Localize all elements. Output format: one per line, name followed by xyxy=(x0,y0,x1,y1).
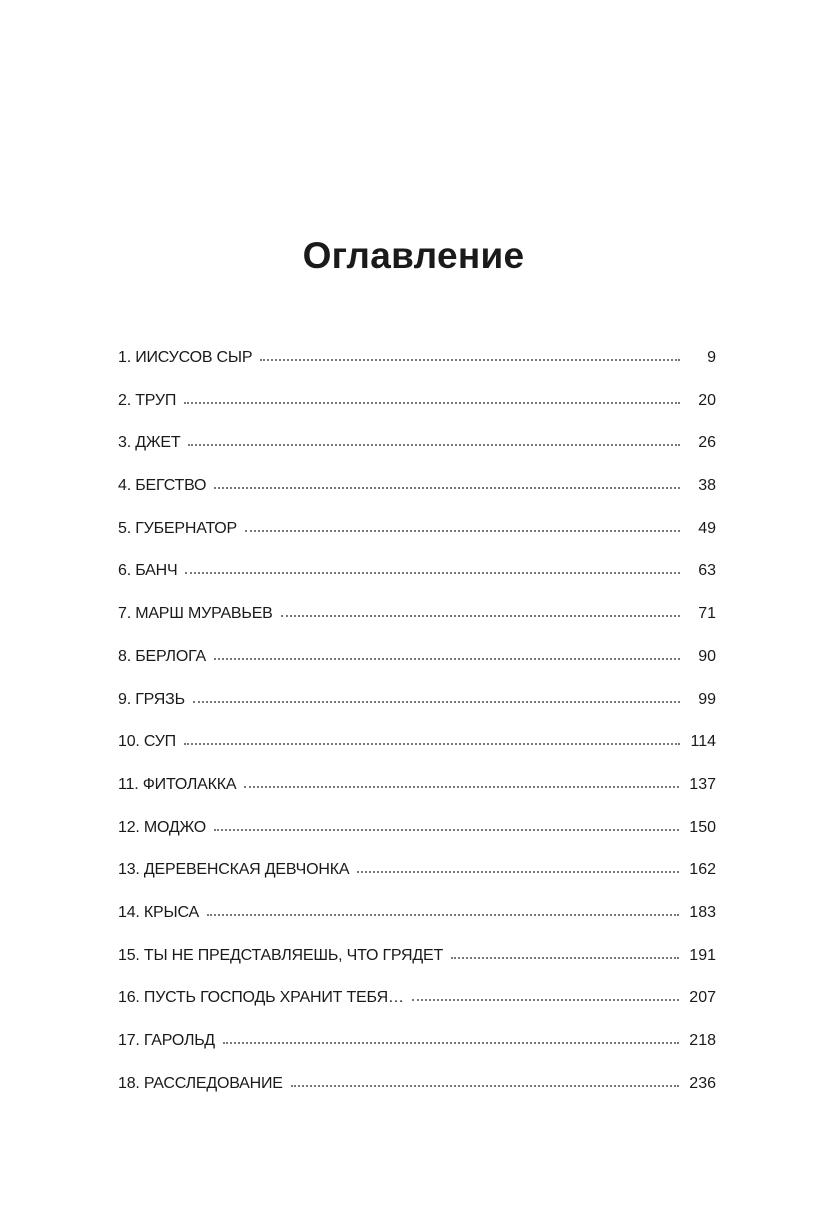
toc-entry-label: 15. ТЫ НЕ ПРЕДСТАВЛЯЕШЬ, ЧТО ГРЯДЕТ xyxy=(118,946,444,964)
toc-entry-label: 4. БЕГСТВО xyxy=(118,477,207,495)
dot-leader xyxy=(214,642,680,660)
toc-entry[interactable] xyxy=(118,942,716,985)
toc-entry[interactable] xyxy=(118,515,716,558)
toc-entry[interactable] xyxy=(118,899,716,942)
dot-leader xyxy=(291,1069,680,1087)
toc-entry-label: 7. МАРШ МУРАВЬЕВ xyxy=(118,605,273,623)
dot-leader xyxy=(214,813,679,831)
dot-leader xyxy=(188,428,680,446)
toc-entry-page: 38 xyxy=(698,477,716,495)
toc-entry-page: 63 xyxy=(698,562,716,580)
dot-leader xyxy=(412,983,680,1001)
toc-entry-label: 16. ПУСТЬ ГОСПОДЬ ХРАНИТ ТЕБЯ… xyxy=(118,989,404,1007)
toc-entry-page: 218 xyxy=(689,1032,716,1049)
toc-entry-label: 6. БАНЧ xyxy=(118,562,178,580)
dot-leader xyxy=(357,855,679,873)
toc-entry[interactable] xyxy=(118,984,716,1027)
toc-entry-page: 90 xyxy=(698,647,716,665)
toc-entry[interactable] xyxy=(118,557,716,600)
toc-entry-page: 49 xyxy=(698,519,716,537)
dot-leader xyxy=(260,343,680,361)
page-title: Оглавление xyxy=(302,235,525,276)
toc-entry-page: 207 xyxy=(689,989,716,1007)
toc-entry-label: 14. КРЫСА xyxy=(118,903,199,921)
toc-entry-page: 26 xyxy=(698,434,716,452)
toc-entry[interactable] xyxy=(118,643,716,686)
toc-entry[interactable] xyxy=(118,686,716,729)
table-of-contents xyxy=(118,344,716,1112)
toc-entry[interactable] xyxy=(118,1070,716,1113)
toc-entry-page: 191 xyxy=(689,946,716,964)
toc-entry[interactable] xyxy=(118,472,716,515)
toc-entry-label: 2. ТРУП xyxy=(118,391,177,409)
dot-leader xyxy=(223,1026,679,1044)
toc-entry-label: 5. ГУБЕРНАТОР xyxy=(118,519,238,537)
toc-entry-label: 11. ФИТОЛАККА xyxy=(118,775,237,793)
toc-entry[interactable] xyxy=(118,771,716,814)
toc-entry-label: 18. РАССЛЕДОВАНИЕ xyxy=(118,1074,283,1092)
dot-leader xyxy=(214,471,680,489)
toc-entry[interactable] xyxy=(118,429,716,472)
dot-leader xyxy=(185,556,680,574)
toc-entry[interactable] xyxy=(118,814,716,857)
toc-entry-page: 114 xyxy=(690,733,716,751)
toc-entry[interactable] xyxy=(118,728,716,771)
dot-leader xyxy=(244,770,679,788)
toc-entry-page: 20 xyxy=(698,391,716,409)
toc-entry[interactable] xyxy=(118,856,716,899)
toc-entry-page: 236 xyxy=(689,1074,716,1092)
toc-entry-label: 17. ГАРОЛЬД xyxy=(118,1032,215,1049)
dot-leader xyxy=(207,898,679,916)
toc-entry[interactable] xyxy=(118,600,716,643)
dot-leader xyxy=(451,941,679,959)
toc-entry[interactable] xyxy=(118,387,716,430)
toc-entry-label: 10. СУП xyxy=(118,733,176,751)
toc-entry[interactable] xyxy=(118,344,716,387)
dot-leader xyxy=(281,599,680,617)
toc-entry-page: 71 xyxy=(698,605,716,623)
toc-entry-page: 150 xyxy=(689,818,716,836)
toc-entry-label: 9. ГРЯЗЬ xyxy=(118,690,185,708)
toc-entry-label: 1. ИИСУСОВ СЫР xyxy=(118,349,253,366)
dot-leader xyxy=(193,685,680,703)
toc-entry-label: 13. ДЕРЕВЕНСКАЯ ДЕВЧОНКА xyxy=(118,861,350,879)
toc-entry-page: 9 xyxy=(707,349,716,366)
toc-entry-page: 99 xyxy=(698,690,716,708)
toc-entry-page: 183 xyxy=(689,903,716,921)
dot-leader xyxy=(184,386,680,404)
toc-entry[interactable] xyxy=(118,1027,716,1070)
toc-entry-label: 3. ДЖЕТ xyxy=(118,434,181,452)
toc-entry-label: 12. МОДЖО xyxy=(118,818,207,836)
toc-entry-label: 8. БЕРЛОГА xyxy=(118,647,206,665)
toc-entry-page: 162 xyxy=(689,861,716,879)
dot-leader xyxy=(184,727,680,745)
dot-leader xyxy=(245,514,680,532)
toc-entry-page: 137 xyxy=(689,775,716,793)
